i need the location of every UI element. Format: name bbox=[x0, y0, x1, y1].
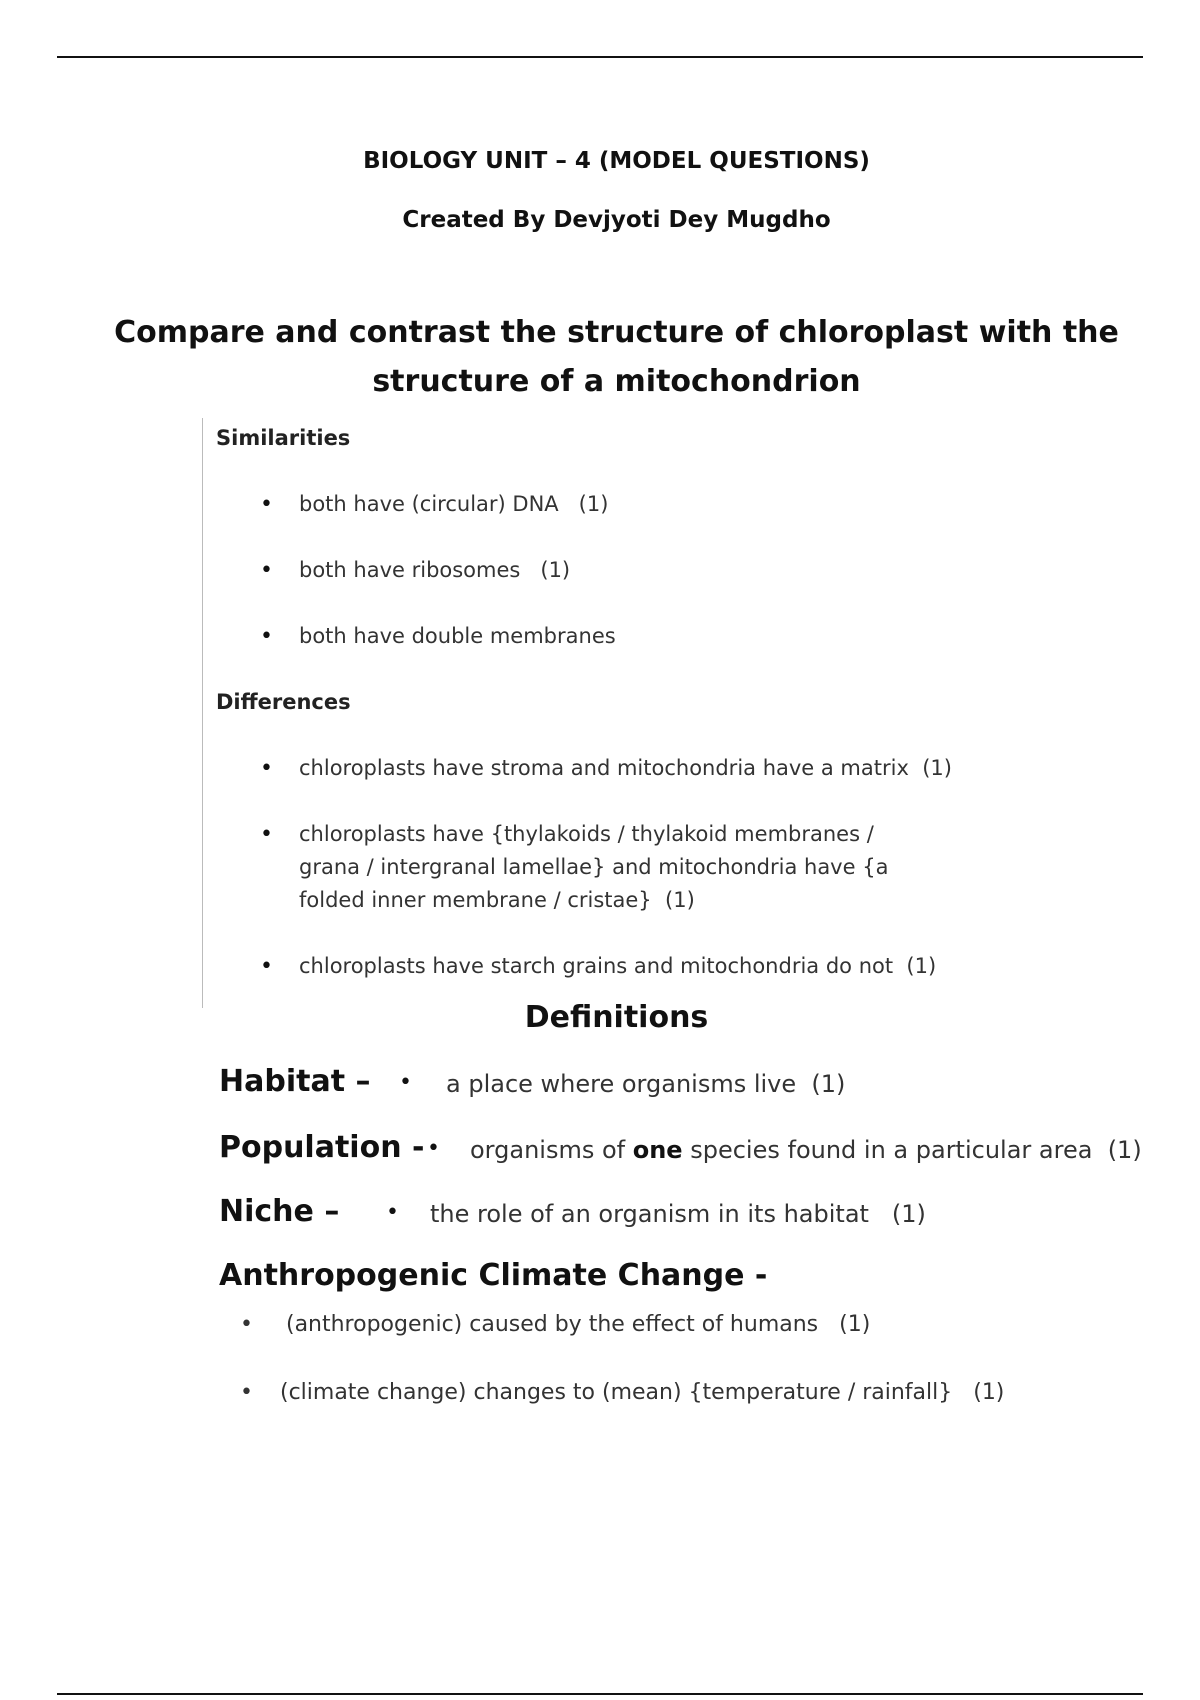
bottom-rule bbox=[57, 1693, 1143, 1695]
list-item bbox=[203, 620, 999, 653]
bullet-icon: • bbox=[386, 1200, 399, 1225]
list-item-text: (anthropogenic) caused by the effect of humans (1) bbox=[285, 1312, 871, 1337]
definition-text: the role of an organism in its habitat (1) bbox=[430, 1200, 926, 1228]
bullet-icon: • bbox=[260, 492, 273, 517]
list-item bbox=[203, 818, 939, 917]
list-item bbox=[203, 488, 999, 521]
definition-text-part: species found in a particular area (1) bbox=[682, 1136, 1142, 1164]
list-item bbox=[203, 950, 999, 983]
list-item-text: chloroplasts have {thylakoids / thylakoid membranes / grana / intergranal lamellae} and mitochondria have {a folded inner membrane / cristae} (1) bbox=[299, 822, 889, 912]
emphasis-text: one bbox=[632, 1136, 683, 1164]
definition-term: Population - bbox=[219, 1130, 425, 1165]
list-item-text: both have (circular) DNA (1) bbox=[299, 492, 609, 516]
bullet-icon: • bbox=[260, 558, 273, 583]
top-rule bbox=[57, 56, 1143, 58]
bullet-icon: • bbox=[260, 624, 273, 649]
list-item-text: both have double membranes bbox=[299, 624, 616, 648]
bullet-icon: • bbox=[427, 1136, 440, 1161]
list-item bbox=[203, 752, 999, 785]
question-heading bbox=[0, 308, 1200, 406]
list-item-text: chloroplasts have stroma and mitochondria have a matrix (1) bbox=[299, 756, 952, 780]
list-item-text: chloroplasts have starch grains and mitochondria do not (1) bbox=[299, 954, 937, 978]
bullet-icon: • bbox=[399, 1070, 412, 1095]
bullet-icon: • bbox=[260, 756, 273, 781]
bullet-icon: • bbox=[260, 822, 273, 847]
definition-text-part: organisms of bbox=[470, 1136, 633, 1164]
document-author: Created By Devjyoti Dey Mugdho bbox=[402, 207, 831, 233]
bullet-icon: • bbox=[240, 1380, 253, 1405]
similarities-heading: Similarities bbox=[216, 426, 351, 450]
list-item bbox=[240, 1380, 1004, 1405]
list-item-text: (climate change) changes to (mean) {temperature / rainfall} (1) bbox=[279, 1380, 1005, 1405]
definitions-heading: Definitions bbox=[524, 1000, 709, 1035]
definition-term: Anthropogenic Climate Change - bbox=[219, 1258, 768, 1293]
differences-heading: Differences bbox=[216, 690, 351, 714]
list-item bbox=[203, 554, 999, 587]
question-line-1: Compare and contrast the structure of chloroplast with the bbox=[114, 315, 1119, 350]
definition-term: Habitat – bbox=[219, 1064, 371, 1099]
document-title: BIOLOGY UNIT – 4 (MODEL QUESTIONS) bbox=[363, 148, 870, 174]
definition-text bbox=[470, 1136, 1142, 1164]
bullet-icon: • bbox=[260, 954, 273, 979]
bullet-icon: • bbox=[240, 1312, 253, 1337]
definition-text: a place where organisms live (1) bbox=[446, 1070, 846, 1098]
mark-scheme-answer bbox=[202, 418, 1083, 1008]
list-item bbox=[240, 1312, 870, 1337]
question-line-2: structure of a mitochondrion bbox=[372, 364, 861, 399]
list-item-text: both have ribosomes (1) bbox=[299, 558, 571, 582]
definition-term: Niche – bbox=[219, 1194, 340, 1229]
